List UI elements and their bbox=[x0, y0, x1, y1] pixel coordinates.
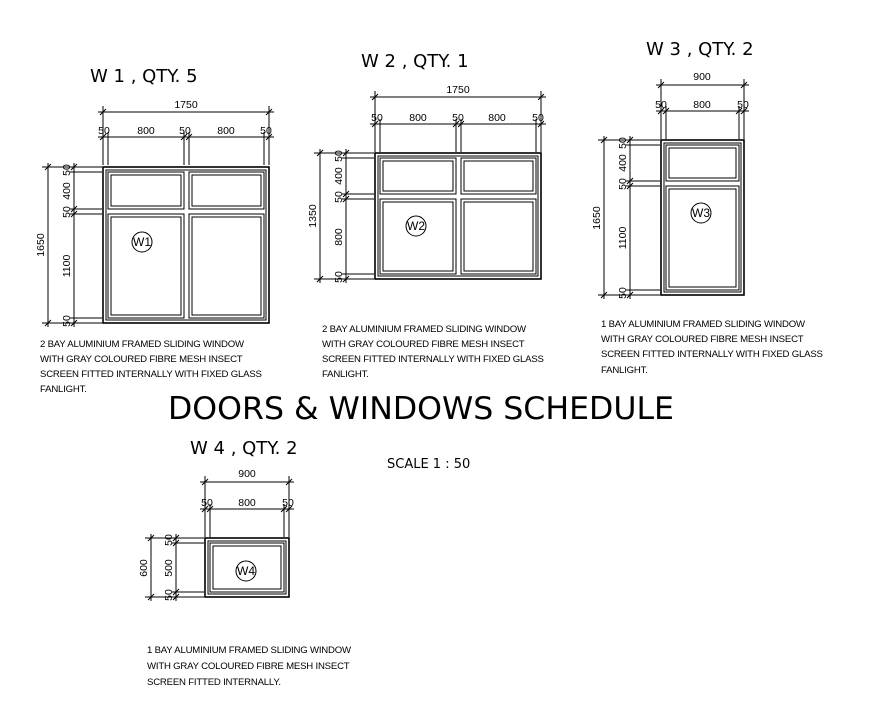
window-w2-description: 2 BAY ALUMINIUM FRAMED SLIDING WINDOW WITH GRAY COLOURED FIBRE MESH INSECT SCREEN FITTED INTERNALLY WITH FIXED GLASS FANLIGHT. bbox=[322, 324, 544, 380]
window-w3-group bbox=[591, 39, 825, 376]
window-w4-description: 1 BAY ALUMINIUM FRAMED SLIDING WINDOW WITH GRAY COLOURED FIBRE MESH INSECT SCREEN FITTED INTERNALLY. bbox=[147, 645, 351, 688]
window-w4-elevation bbox=[205, 538, 289, 597]
window-w2-height-2: 400 bbox=[333, 167, 345, 185]
window-w1-group bbox=[35, 66, 274, 395]
window-w2-height-4: 800 bbox=[333, 228, 345, 246]
window-w2-left-dimensions bbox=[307, 149, 374, 283]
window-w1-width-5: 50 bbox=[260, 125, 272, 137]
window-w3-left-dimensions bbox=[591, 136, 660, 299]
window-w3-height-3: 50 bbox=[617, 178, 629, 190]
window-w2-height-5: 50 bbox=[333, 271, 345, 283]
window-w3-title: W 3 , QTY. 2 bbox=[646, 39, 754, 60]
window-w4-height-2: 500 bbox=[163, 559, 175, 577]
window-w4-tag: W4 bbox=[237, 564, 255, 578]
window-w3-height-5: 50 bbox=[617, 287, 629, 299]
window-w1-overall-height: 1650 bbox=[35, 233, 47, 257]
window-w2-width-4: 800 bbox=[488, 112, 506, 124]
window-w3-width-3: 50 bbox=[737, 99, 749, 111]
drawing-title: DOORS & WINDOWS SCHEDULE bbox=[168, 391, 674, 427]
window-w4-width-3: 50 bbox=[282, 497, 294, 509]
window-w3-overall-width: 900 bbox=[693, 71, 711, 83]
window-w1-height-3: 50 bbox=[61, 206, 73, 218]
window-w1-width-4: 800 bbox=[217, 125, 235, 137]
window-w1-width-3: 50 bbox=[179, 125, 191, 137]
window-w2-elevation bbox=[375, 153, 541, 279]
window-w1-height-4: 1100 bbox=[61, 254, 73, 278]
window-w1-title: W 1 , QTY. 5 bbox=[90, 66, 198, 87]
window-w4-left-dimensions bbox=[138, 534, 204, 601]
window-w1-elevation bbox=[103, 167, 269, 323]
window-w3-width-2: 800 bbox=[693, 99, 711, 111]
window-w4-overall-width: 900 bbox=[238, 468, 256, 480]
window-w2-width-2: 800 bbox=[409, 112, 427, 124]
window-w2-width-5: 50 bbox=[532, 112, 544, 124]
window-w4-top-dimensions bbox=[200, 468, 294, 537]
window-w2-top-dimensions bbox=[370, 84, 546, 152]
window-w4-title: W 4 , QTY. 2 bbox=[190, 438, 298, 459]
window-w2-group bbox=[307, 51, 546, 380]
window-w4-overall-height: 600 bbox=[138, 559, 150, 577]
window-w3-top-dimensions bbox=[655, 71, 749, 139]
window-w2-overall-height: 1350 bbox=[307, 204, 319, 228]
window-w1-height-5: 50 bbox=[61, 315, 73, 327]
window-w3-overall-height: 1650 bbox=[591, 206, 603, 230]
window-w3-tag: W3 bbox=[692, 206, 710, 220]
window-w4-group bbox=[138, 438, 353, 688]
window-w1-width-2: 800 bbox=[137, 125, 155, 137]
window-w4-width-2: 800 bbox=[238, 497, 256, 509]
window-w2-width-3: 50 bbox=[452, 112, 464, 124]
window-w4-width-1: 50 bbox=[201, 497, 213, 509]
window-w2-title: W 2 , QTY. 1 bbox=[361, 51, 469, 72]
window-w1-tag: W1 bbox=[133, 235, 151, 249]
window-w2-tag: W2 bbox=[407, 219, 425, 233]
window-w1-height-2: 400 bbox=[61, 182, 73, 200]
window-w2-height-3: 50 bbox=[333, 191, 345, 203]
window-w3-description: 1 BAY ALUMINIUM FRAMED SLIDING WINDOW WITH GRAY COLOURED FIBRE MESH INSECT SCREEN FITTED INTERNALLY WITH FIXED GLASS FANLIGHT. bbox=[601, 319, 823, 376]
window-w2-width-1: 50 bbox=[371, 112, 383, 124]
window-w4-height-1: 50 bbox=[163, 534, 175, 546]
window-w1-width-1: 50 bbox=[98, 125, 110, 137]
window-w3-width-1: 50 bbox=[655, 99, 667, 111]
window-w1-top-dimensions bbox=[98, 99, 274, 165]
window-w3-height-4: 1100 bbox=[617, 226, 629, 250]
window-w1-left-dimensions bbox=[35, 163, 102, 327]
window-w1-overall-width: 1750 bbox=[174, 99, 198, 111]
window-w2-height-1: 50 bbox=[333, 150, 345, 162]
drawing-scale: SCALE 1 : 50 bbox=[387, 457, 471, 472]
window-w3-elevation bbox=[661, 140, 744, 295]
window-w4-height-3: 50 bbox=[163, 589, 175, 601]
window-w3-height-1: 50 bbox=[617, 137, 629, 149]
window-w3-height-2: 400 bbox=[617, 154, 629, 172]
window-w1-description: 2 BAY ALUMINIUM FRAMED SLIDING WINDOW WITH GRAY COLOURED FIBRE MESH INSECT SCREEN FITTED INTERNALLY WITH FIXED GLASS FANLIGHT. bbox=[40, 339, 262, 395]
window-w2-overall-width: 1750 bbox=[446, 84, 470, 96]
window-w1-height-1: 50 bbox=[61, 164, 73, 176]
